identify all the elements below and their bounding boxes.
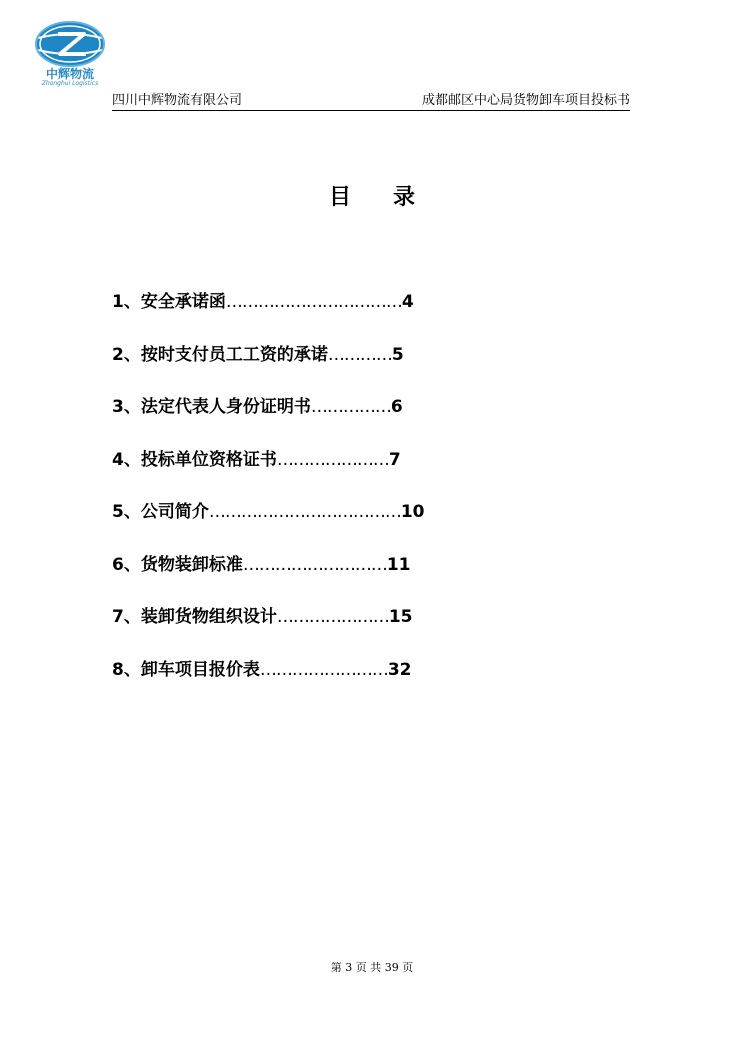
toc-number: 8、 [112,659,141,680]
header-document-title: 成都邮区中心局货物卸车项目投标书 [421,93,630,108]
toc-number: 1、 [112,292,141,312]
toc-page-number: 32 [387,659,412,680]
toc-page-number: 6 [390,397,403,417]
toc-leader-dots: ………………… [276,449,389,470]
header-company-name: 四川中辉物流有限公司 [112,93,243,108]
toc-entry[interactable] [112,654,512,707]
toc-leader-dots: ……………………… [242,554,387,575]
toc-entry[interactable] [112,391,512,444]
toc-label: 公司简介 [140,502,209,522]
toc-entry[interactable] [112,286,512,339]
title-char-1: 目 [328,185,351,210]
toc-label: 按时支付员工工资的承诺 [140,344,328,365]
page-header [112,91,630,111]
globe-logo-icon [30,20,110,70]
toc-label: 货物装卸标准 [140,554,243,575]
toc-entry[interactable] [112,496,512,549]
toc-number: 6、 [112,554,141,575]
title-char-2: 录 [393,185,416,210]
toc-label: 卸车项目报价表 [140,659,260,680]
toc-entry[interactable] [112,444,512,497]
toc-page-number: 7 [388,449,401,470]
toc-leader-dots: …………… [310,397,391,417]
toc-page-number: 5 [391,344,404,365]
toc-page-number: 11 [386,554,411,575]
page-footer: 第 3 页 共 39 页 [330,961,414,974]
table-of-contents [112,286,512,706]
logo-text: 中辉物流 [45,67,94,81]
logo-subtext: Zhonghui Logistics [41,80,99,87]
company-logo [30,20,110,88]
toc-leader-dots: …………………… [259,659,388,680]
toc-number: 4、 [112,449,141,470]
toc-page-number: 10 [400,502,425,522]
toc-leader-dots: …………………………… [225,292,402,312]
toc-entry[interactable] [112,601,512,654]
toc-page-number: 15 [388,607,413,627]
toc-label: 装卸货物组织设计 [140,607,277,627]
toc-number: 3、 [112,397,141,417]
toc-leader-dots: ……………………………… [208,502,401,522]
toc-number: 2、 [112,344,141,365]
toc-leader-dots: ………… [327,344,392,365]
toc-entry[interactable] [112,549,512,602]
toc-label: 法定代表人身份证明书 [140,397,311,417]
toc-label: 安全承诺函 [140,292,226,312]
toc-number: 7、 [112,607,141,627]
toc-page-number: 4 [401,292,414,312]
toc-leader-dots: ………………… [276,607,389,627]
page-title [0,182,744,214]
toc-entry[interactable] [112,339,512,392]
toc-label: 投标单位资格证书 [140,449,277,470]
toc-number: 5、 [112,502,141,522]
